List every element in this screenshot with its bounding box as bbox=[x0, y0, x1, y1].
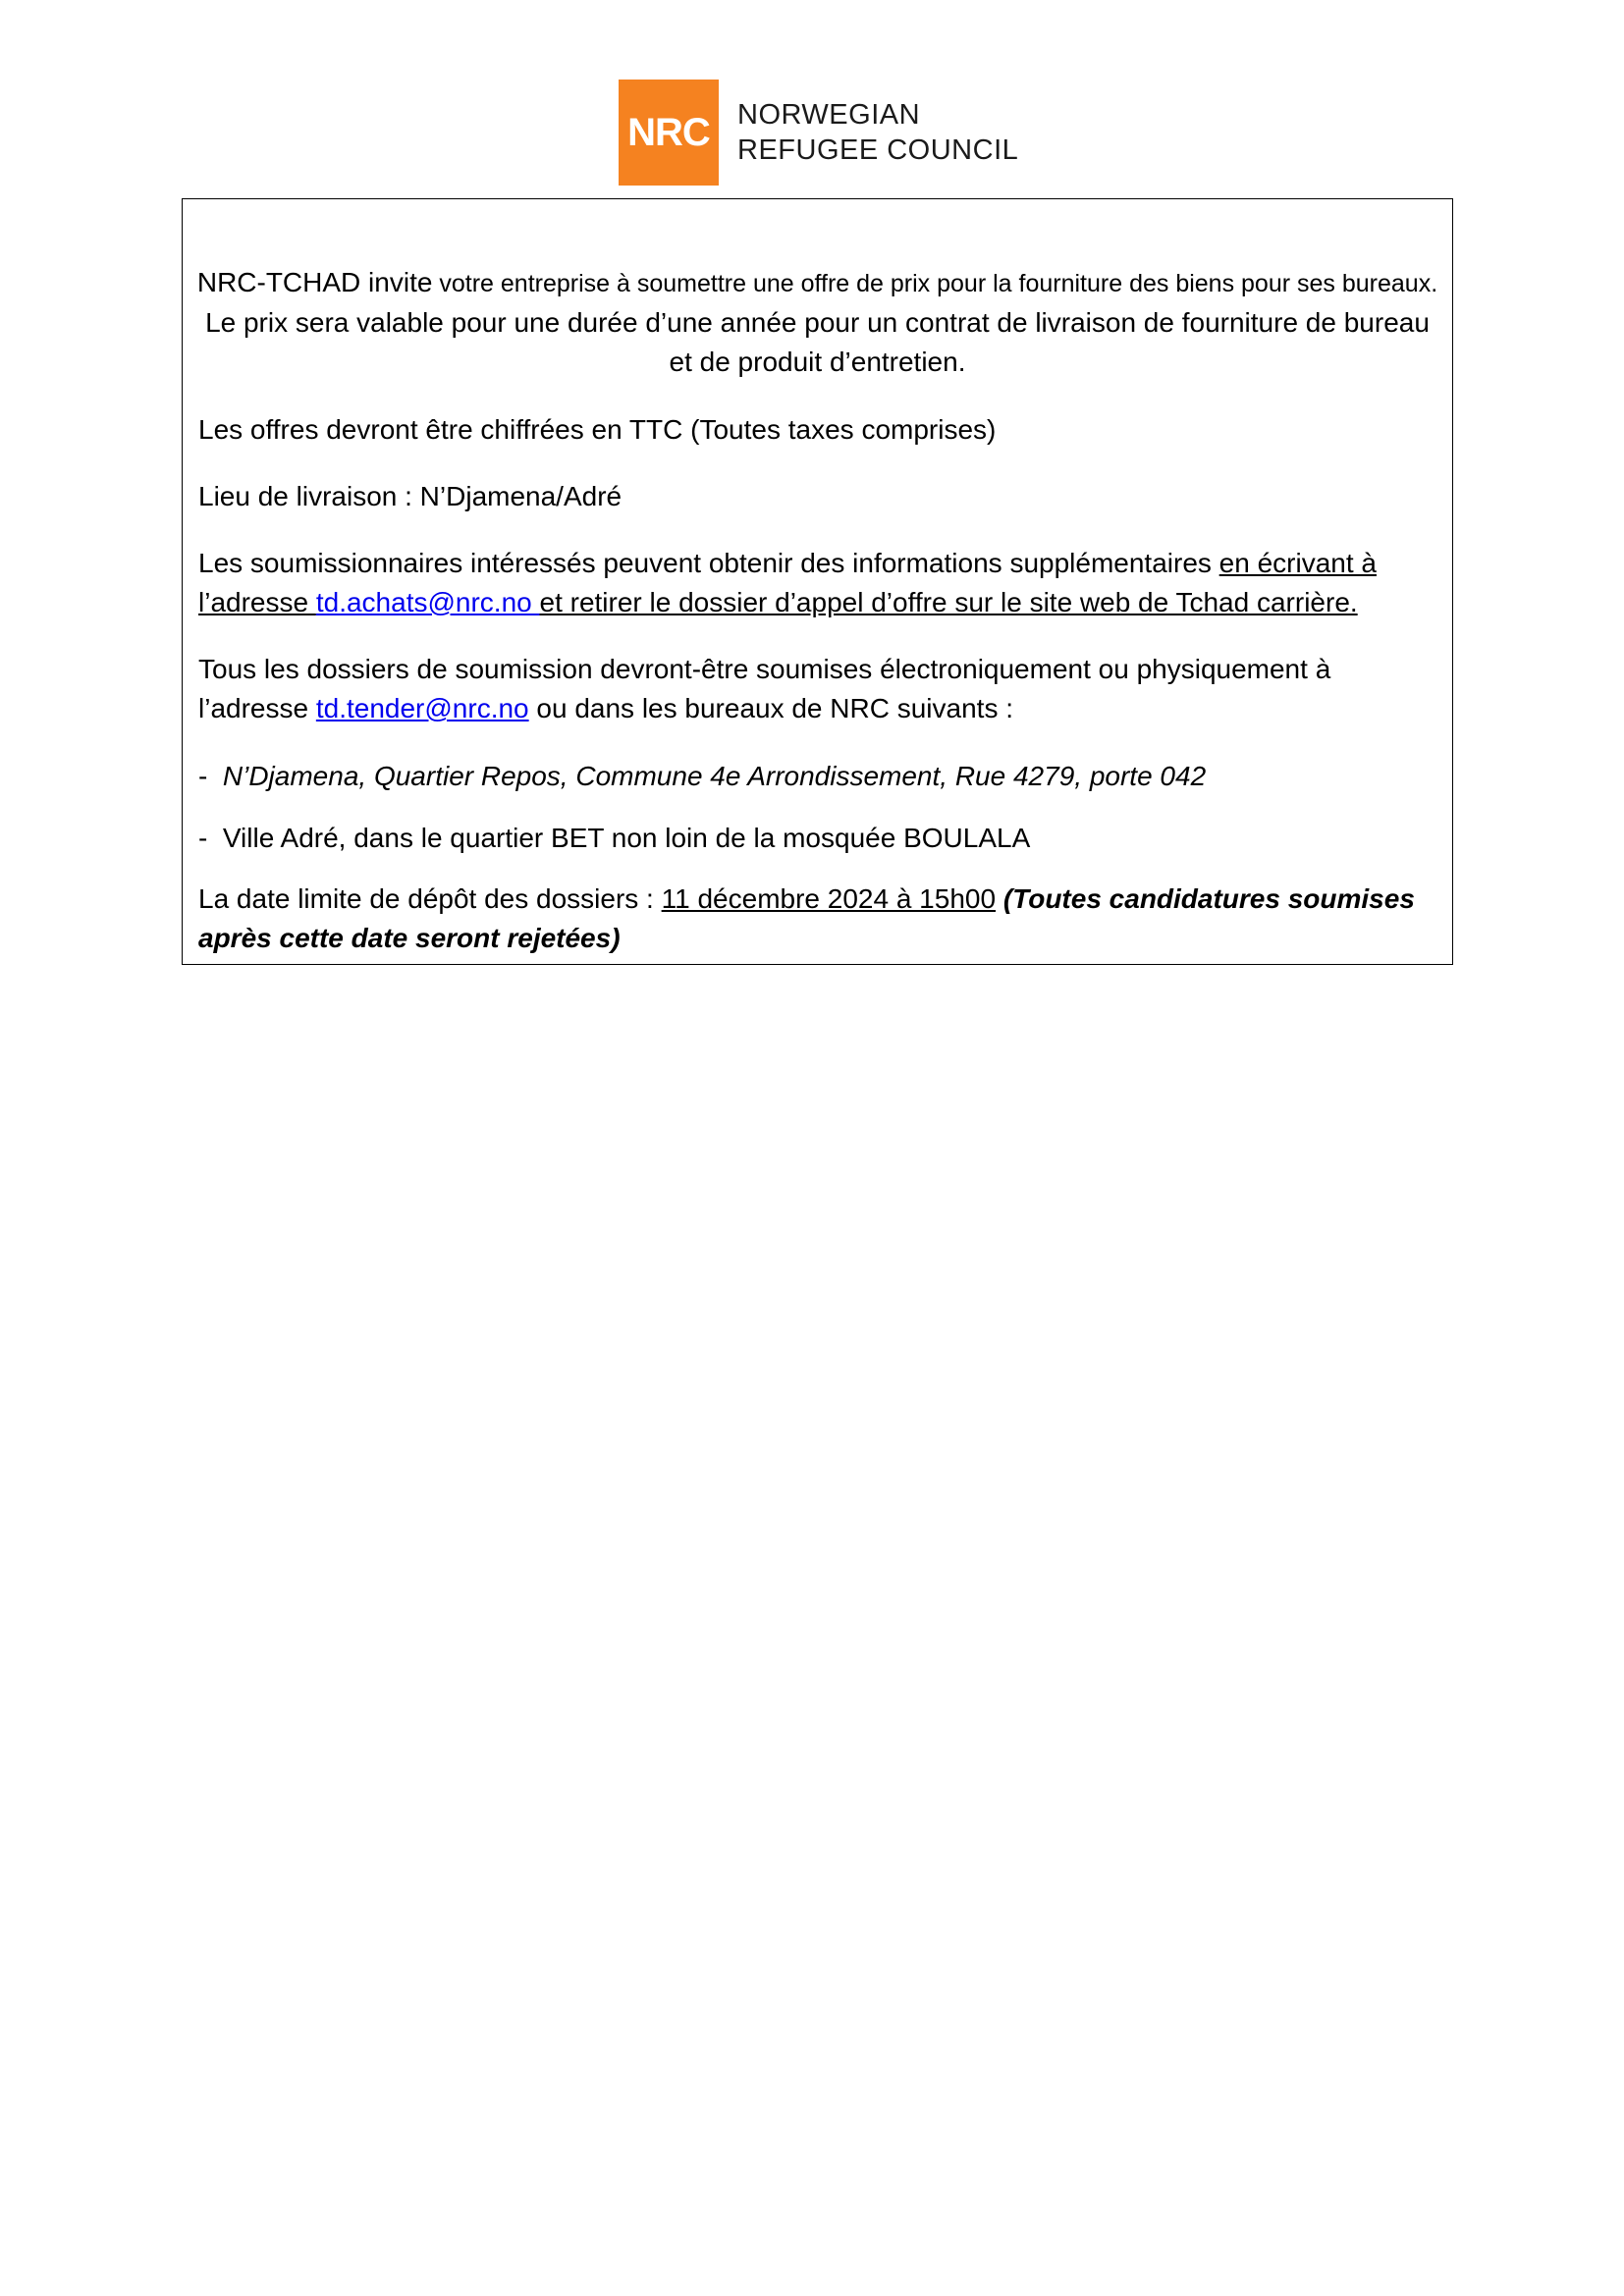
info-text: Les soumissionnaires intéressés peuvent obtenir des informations supplémentaires bbox=[198, 548, 1219, 578]
bureau-bullet: - bbox=[198, 823, 223, 853]
lieu-paragraph: Lieu de livraison : N’Djamena/Adré bbox=[198, 481, 623, 511]
intro-small: votre entreprise à soumettre une offre de prix pour la fourniture des biens pour ses bureaux. bbox=[432, 270, 1438, 297]
soumission-rest: ou dans les bureaux de NRC suivants : bbox=[528, 693, 1014, 723]
intro-rest: Le prix sera valable pour une durée d’une année pour un contrat de livraison de fourniture de bureau et de produit d’entretien. bbox=[205, 307, 1430, 377]
achats-email-link[interactable]: td.achats@nrc.no bbox=[315, 587, 540, 617]
bureau-bullet: - bbox=[198, 761, 223, 791]
deadline-label: La date limite de dépôt des dossiers : bbox=[198, 883, 662, 914]
deadline-date: 11 décembre 2024 à 15h00 bbox=[661, 883, 997, 914]
deadline-paragraph bbox=[198, 880, 1440, 958]
info-underline-2: et retirer le dossier d’appel d’offre sur le site web de Tchad carrière. bbox=[539, 587, 1358, 617]
offres-paragraph: Les offres devront être chiffrées en TTC (Toutes taxes comprises) bbox=[198, 414, 997, 445]
bureau-item-adre bbox=[198, 819, 1440, 858]
info-underline-1: en écrivant à l’adresse bbox=[198, 548, 1377, 617]
intro-lead: NRC-TCHAD invite bbox=[196, 267, 433, 297]
deadline-note: (Toutes candidatures soumises après cette date seront rejetées) bbox=[198, 883, 1415, 953]
nrc-logo-mark-text: NRC bbox=[627, 110, 710, 154]
logo-line-2: REFUGEE COUNCIL bbox=[737, 134, 1019, 166]
nrc-logo-wordmark bbox=[737, 97, 1018, 168]
nrc-logo-mark bbox=[619, 80, 719, 186]
soumission-paragraph bbox=[198, 650, 1440, 728]
nrc-logo bbox=[619, 80, 1018, 186]
bureau-ndjamena-text: N’Djamena, Quartier Repos, Commune 4e Arrondissement, Rue 4279, porte 042 bbox=[222, 761, 1207, 791]
soumission-text: Tous les dossiers de soumission devront-être soumises électroniquement ou physiquement à l’adresse bbox=[198, 654, 1331, 723]
info-paragraph bbox=[198, 544, 1440, 622]
bureau-adre-text: Ville Adré, dans le quartier BET non loin de la mosquée BOULALA bbox=[222, 823, 1031, 853]
tender-email-link[interactable]: td.tender@nrc.no bbox=[315, 693, 529, 723]
intro-paragraph bbox=[196, 263, 1438, 382]
logo-line-1: NORWEGIAN bbox=[737, 99, 921, 131]
bureau-item-ndjamena bbox=[198, 757, 1440, 796]
